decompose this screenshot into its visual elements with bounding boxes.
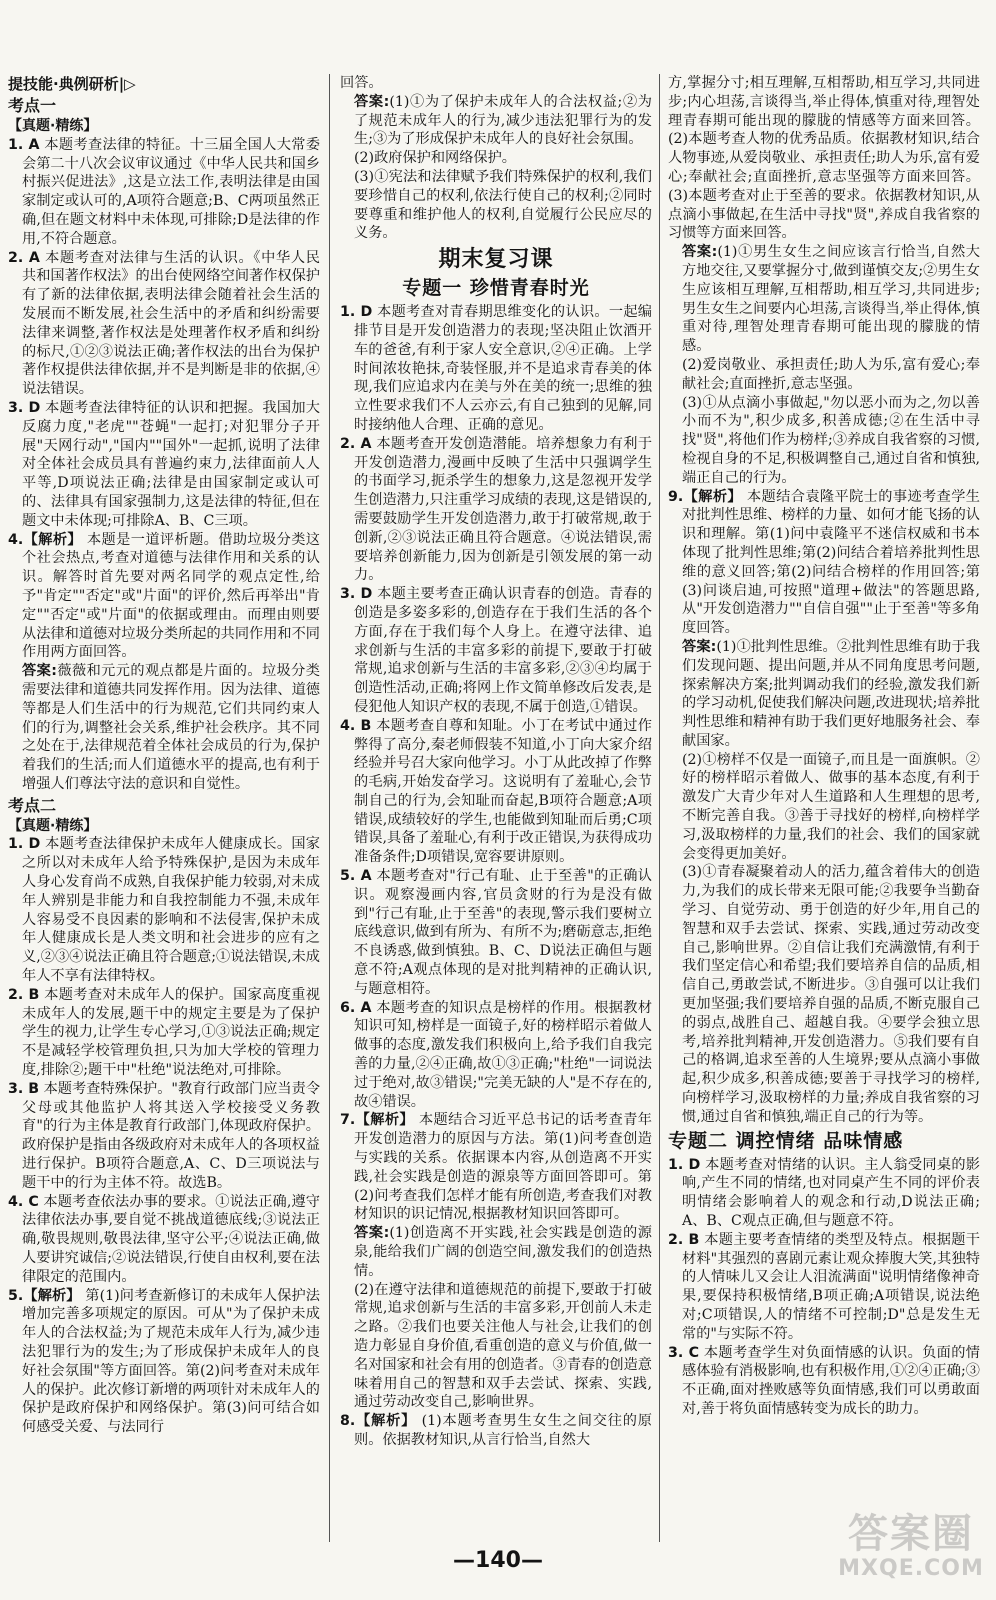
question-number: 8.【解析】 xyxy=(340,1413,417,1430)
answer-body: (2)在遵守法律和道德规范的前提下,要敢于打破常规,追求创新与生活的丰富多彩,开创前人未走之路。②我们也要关注他人与社会,让我们的创造力彰显自身价值,看重创造的意义与价值,做一名对国家和社会有用的创造者。③青春的创造意味着用自己的智慧和双手去尝试、探索、实践,通过劳动改变自己,影响世界。 xyxy=(354,1281,652,1411)
question-number: 4.【解析】 xyxy=(8,531,83,548)
paragraph: 方,掌握分寸;相互理解,互相帮助,相互学习,共同进步;内心坦荡,言谈得当,举止得体,慎重对待,理智处理青春期可能出现的朦胧的情感等方面来回答。(2)本题考查人物的优秀品质。依据教材知识,结合人物事迹,从爱岗敬业、承担责任;助人为乐,富有爱心;奉献社会;直面挫折,意志坚强等方面来回答。(3)本题考查对止于至善的要求。依据教材知识,从点滴小事做起,在生活中寻找"贤",养成自我省察的习惯等方面来回答。 xyxy=(668,75,980,242)
question-item xyxy=(668,488,980,638)
question-number: 7.【解析】 xyxy=(340,1112,415,1129)
question-text: 本题主要考查情绪的类型及特点。根据题干材料"其强烈的喜剧元素让观众捧腹大笑,其独特的人情味儿又会让人泪流满面"说明情绪像神奇果,要保持积极情绪,B项正确;A项错误,说法绝对;C项错误,人的情绪不可控制;D"总是发生无常的"与实际不符。 xyxy=(682,1231,980,1342)
question-item xyxy=(340,303,652,435)
answer-text xyxy=(340,1281,652,1413)
question-text: 本题考查的知识点是榜样的作用。根据教材知识可知,榜样是一面镜子,好的榜样昭示着做人做事的态度,激发我们积极向上,给予我们自我完善的力量,②④正确,故①③正确;"杜绝"一词说法过于绝对,故③错误;"完美无缺的人"是不存在的,故④错误。 xyxy=(354,999,652,1110)
question-item xyxy=(8,986,320,1080)
question-item xyxy=(340,1111,652,1224)
answer-body: (2)爱岗敬业、承担责任;助人为乐,富有爱心;奉献社会;直面挫折,意志坚强。 xyxy=(682,356,980,392)
question-number: 1. D xyxy=(8,836,41,853)
answer-label: 答案: xyxy=(22,663,57,680)
question-text: 本题考查对青春期思维变化的认识。一起编排节目是开发创造潜力的表现;坚决阻止饮酒开车的爸爸,有利于家人安全意识,②④正确。上学时间浓妆艳抹,奇装怪服,并不是追求青春美的体现,我们应追求内在美与外在美的统一;思维的独立性要求我们不人云亦云,有自己独到的见解,同时接纳他人合理、正确的意见。 xyxy=(354,304,652,433)
question-text: 本题考查对未成年人的保护。国家高度重视未成年人的发展,题干中的规定主要是为了保护学生的视力,让学生专心学习,①③说法正确;规定不是减轻学校管理负担,只为加大学校的管理力度,排除②;题干中"杜绝"说法绝对,可排除。 xyxy=(22,986,320,1079)
answer-label: 答案: xyxy=(354,93,390,110)
question-item xyxy=(8,136,320,249)
question-item xyxy=(8,1080,320,1193)
question-item xyxy=(340,999,652,1112)
question-text: 本题考查对"行己有耻、止于至善"的正确认识。观察漫画内容,官员贪财的行为是没有做到"行己有耻,止于至善"的表现,警示我们要树立底线意识,做到有所为、有所不为;磨砺意志,拒绝不良诱惑,做到慎独。B、C、D说法正确但与题意不符;A观点体现的是对批判精神的正确认识,与题意相符。 xyxy=(354,868,652,997)
question-number: 1. D xyxy=(668,1156,701,1173)
section-heading: 考点一 xyxy=(8,96,57,115)
question-item xyxy=(8,531,320,663)
question-item xyxy=(8,835,320,985)
question-text: 本题考查依法办事的要求。①说法正确,遵守法律依法办事,要自觉不挑战道德底线;③说法正确,敬畏规则,敬畏法律,坚守公平;④说法正确,做人要讲究诚信;②说法错误,行使自由权利,要在法律限定的范围内。 xyxy=(22,1193,320,1285)
question-item xyxy=(340,585,652,717)
question-number: 3. C xyxy=(668,1344,699,1361)
answer-text xyxy=(668,863,980,1126)
question-number: 1. A xyxy=(8,136,40,153)
question-number: 4. C xyxy=(8,1193,39,1210)
answer-text xyxy=(340,93,652,149)
question-number: 5. A xyxy=(340,868,372,885)
watermark-url: MXQE.COM xyxy=(838,1556,984,1581)
question-item xyxy=(340,717,652,867)
answer-body: (3)①宪法和法律赋予我们特殊保护的权利,我们要珍惜自己的权利,依法行使自己的权利;②同时要尊重和维护他人的权利,自觉履行公民应尽的义务。 xyxy=(354,168,652,242)
question-item xyxy=(8,399,320,531)
answer-label: 答案: xyxy=(354,1225,390,1242)
column-1 xyxy=(8,74,320,1542)
question-text: 本题考查法律保护未成年人健康成长。国家之所以对未成年人给予特殊保护,是因为未成年人身心发育尚不成熟,自我保护能力较弱,对未成年人辨别是非能力和自我控制能力不强,未成年人容易受不良因素的影响和不法侵害,保护未成年人健康成长是人类文明和社会进步的应有之义,②③④说法正确且符合题意;①说法错误,未成年人不享有法律特权。 xyxy=(22,836,320,985)
question-item xyxy=(340,1412,652,1450)
question-text: 本题结合袁隆平院士的事迹考查学生对批判性思维、榜样的力量、如何才能飞扬的认识和理解。第(1)问中袁隆平不迷信权威和书本体现了批判性思维;第(2)问结合着培养批判性思维的意义回答;第(2)问结合榜样的作用回答;第(3)问谈启迪,可按照"道理+做法"的答题思路,从"开发创造潜力""自信自强""止于至善"等多角度回答。 xyxy=(682,488,980,637)
question-text: (1)本题考查男生女生之间交往的原则。依据教材知识,从言行恰当,自然大 xyxy=(354,1413,652,1448)
question-number: 6. A xyxy=(340,999,372,1016)
column-divider xyxy=(329,74,330,1542)
answer-text xyxy=(668,394,980,488)
question-number: 2. A xyxy=(8,249,40,266)
watermark-text: 答案圈 xyxy=(848,1511,974,1557)
section-heading: 考点二 xyxy=(8,795,57,815)
answer-text xyxy=(8,662,320,794)
answer-label: 答案: xyxy=(682,638,717,655)
answer-label: 答案: xyxy=(682,244,718,261)
topic-heading: 专题一 珍惜青春时光 xyxy=(402,277,590,300)
answer-body: (1)创造离不开实践,社会实践是创造的源泉,能给我们广阔的创造空间,激发我们的创造热情。 xyxy=(354,1225,652,1279)
question-item xyxy=(668,1344,980,1419)
answer-text xyxy=(340,1224,652,1280)
question-text: 本题考查开发创造潜能。培养想象力有利于开发创造潜力,漫画中反映了生活中只强调学生的书面学习,扼杀学生的想象力,这是忽视开发学生创造潜力,只注重学习成绩的表现,这是错误的,需要鼓励学生开发创造潜力,敢于打破常规,敢于创新,②③说法正确且符合题意。④说法错误,需要培养创新能力,因为创新是引领发展的第一动力。 xyxy=(354,435,652,584)
question-text: 本题考查法律的特征。十三届全国人大常委会第二十八次会议审议通过《中华人民共和国乡村振兴促进法》,这是立法工作,表明法律是由国家制定或认可的,A项符合题意;B、C两项虽然正确,但在题文材料中未体现,可排除;D是法律的作用,不符合题意。 xyxy=(22,136,320,247)
question-text: 本题考查对法律与生活的认识。《中华人民共和国著作权法》的出台使网络空间著作权保护有了新的法律依据,表明法律会随着社会生活的发展而不断发展,社会生活中的矛盾和纠纷需要法律来调整,著作权法是处理著作权矛盾和纠纷的标尺,①②③说法正确;著作权法的出台为保护著作权提供法律依据,并不是判断是非的依据,④说法错误。 xyxy=(22,249,320,398)
question-number: 9.【解析】 xyxy=(668,488,743,505)
answer-text xyxy=(668,638,980,751)
question-text: 本题结合习近平总书记的话考查青年开发创造潜力的原因与方法。第(1)问考查创造与实践的关系。依据课本内容,从创造离不开实践,社会实践是创造的源泉等方面回答即可。第(2)问考查我们怎样才能有所创造,考查我们对教材知识的识记情况,根据教材知识回答即可。 xyxy=(354,1112,652,1223)
answer-text xyxy=(340,168,652,243)
answer-body: (1)①批判性思维。②批判性思维有助于我们发现问题、提出问题,并从不同角度思考问题,探索解决方案;批判调动我们的经验,激发我们新的学习动机,促使我们解决问题,改进现状;培养批判性思维和精神有助于我们更好地服务社会、奉献国家。 xyxy=(682,638,980,749)
question-number: 4. B xyxy=(340,717,372,734)
answer-text xyxy=(668,243,980,356)
answer-body: (2)政府保护和网络保护。 xyxy=(354,150,516,167)
question-text: 本题考查学生对负面情感的认识。负面的情感体验有消极影响,也有积极作用,①②④正确;③不正确,面对挫败感等负面情感,我们可以勇敢面对,善于将负面情感转变为成长的助力。 xyxy=(682,1344,980,1417)
question-item xyxy=(668,1231,980,1344)
question-item xyxy=(8,1287,320,1437)
question-item xyxy=(8,1193,320,1287)
question-item xyxy=(668,1156,980,1231)
subsection-heading: 【真题·精练】 xyxy=(8,118,98,134)
page-number: —140— xyxy=(453,1548,543,1573)
topic-heading: 专题二 调控情绪 品味情感 xyxy=(668,1129,904,1152)
column-3 xyxy=(668,74,980,1542)
question-text: 本题考查自尊和知耻。小丁在考试中通过作弊得了高分,秦老师假装不知道,小丁向大家介绍经验并号召大家向他学习。小丁从此改掉了作弊的毛病,开始发奋学习。这说明有了羞耻心,会节制自己的行为,会知耻而奋起,B项符合题意;A项错误,成绩较好的学生,也能做到知耻而后勇;C项错误,具备了羞耻心,有利于改正错误,为获得成功准备条件;D项错误,宽容要讲原则。 xyxy=(354,717,652,866)
page-heading: 提技能·典例研析|▷ xyxy=(8,75,136,93)
column-2 xyxy=(340,74,652,1542)
question-text: 第(1)问考查新修订的未成年人保护法增加完善多项规定的原因。可从"为了保护未成年人的合法权益;为了规范未成年人行为,减少违法犯罪行为的发生;为了形成保护未成年人的良好社会氛围"等方面回答。第(2)问考查对未成年人的保护。此次修订新增的两项针对未成年人的保护是政府保护和网络保护。第(3)问可结合如何感受关爱、与法同行 xyxy=(22,1287,320,1436)
answer-body: (3)①青春凝聚着动人的活力,蕴含着伟大的创造力,为我们的成长带来无限可能;②我要争当勤奋学习、自觉劳动、勇于创造的好少年,用自己的智慧和双手去尝试、探索、实践,通过劳动改变自己,影响世界。②自信让我们充满激情,有利于我们坚定信心和希望;我们要培养自信的品质,相信自己,勇敢尝试,不断进步。③自强可以让我们更加坚强;我们要培养自强的品质,不断克服自己的弱点,战胜自己、超越自我。④要学会独立思考,培养批判精神,开发创造潜力。⑤我们要有自己的格调,追求至善的人生境界;要从点滴小事做起,积少成多,积善成德;要善于寻找学习的榜样,向榜样学习,汲取榜样的力量;养成自我省察的习惯,通过自省和慎独,端正自己的行为等。 xyxy=(682,864,980,1125)
question-number: 3. D xyxy=(8,399,41,416)
question-number: 5.【解析】 xyxy=(8,1287,81,1304)
question-number: 2. B xyxy=(8,986,40,1003)
paragraph: 回答。 xyxy=(340,75,383,91)
question-text: 本题主要考查正确认识青春的创造。青春的创造是多姿多彩的,创造存在于我们生活的各个方面,存在于我们每个人身上。在遵守法律、追求创新与生活的丰富多彩的前提下,要敢于打破常规,追求创新与生活的丰富多彩,②③④均属于创造性活动,正确;将网上作文简单修改后发表,是侵犯他人知识产权的表现,不属于创造,①错误。 xyxy=(354,586,652,715)
question-text: 本题考查对情绪的认识。主人翁受同桌的影响,产生不同的情绪,也对同桌产生不同的评价表明情绪会影响着人的观念和行动,D说法正确;A、B、C观点正确,但与题意不符。 xyxy=(682,1156,980,1230)
question-text: 本题考查法律特征的认识和把握。我国加大反腐力度,"老虎""苍蝇"一起打;对犯罪分子开展"天网行动","国内""国外"一起抓,说明了法律对全体社会成员具有普遍约束力,法律面前人人平等,D项说法正确;法律是由国家制定或认可的、法律具有国家强制力,这是法律的特征,但在题文中未体现;可排除A、B、C三项。 xyxy=(22,399,320,529)
chapter-title: 期末复习课 xyxy=(438,247,554,273)
answer-body: (2)①榜样不仅是一面镜子,而且是一面旗帜。②好的榜样昭示着做人、做事的基本态度,有利于激发广大青少年对人生道路和人生理想的思考,不断完善自我。③善于寻找好的榜样,向榜样学习,汲取榜样的力量,我们的社会、我们的国家就会变得更加美好。 xyxy=(682,751,980,862)
question-item xyxy=(340,435,652,585)
answer-body: (1)①男生女生之间应该言行恰当,自然大方地交往,又要掌握分寸,做到谨慎交友;②男生女生应该相互理解,互相帮助,相互学习,共同进步;男生女生之间要内心坦荡,言谈得当,举止得体,慎重对待,理智处理青春期可能出现的朦胧的情感。 xyxy=(682,244,980,355)
subsection-heading: 【真题·精练】 xyxy=(8,817,98,834)
question-item xyxy=(8,249,320,399)
answer-text xyxy=(340,149,652,168)
answer-body: 薇薇和元元的观点都是片面的。垃圾分类需要法律和道德共同发挥作用。因为法律、道德等都是人们生活中的行为规范,它们共同约束人们的行为,调整社会关系,维护社会秩序。其不同之处在于,法律规范着全体社会成员的行为,保护着我们的生活;而人们道德水平的提高,也有利于增强人们尊法守法的意识和自觉性。 xyxy=(22,663,320,792)
question-number: 2. B xyxy=(668,1231,700,1248)
column-divider xyxy=(659,74,660,1542)
question-text: 本题考查特殊保护。"教育行政部门应当责令父母或其他监护人将其送入学校接受义务教育"的行为主体是教育行政部门,体现政府保护。政府保护是指由各级政府对未成年人的各项权益进行保护。B项符合题意,A、C、D三项说法与题干中的行为主体不符。故选B。 xyxy=(22,1080,320,1191)
question-text: 本题是一道评析题。借助垃圾分类这个社会热点,考查对道德与法律作用和关系的认识。解答时首先要对两名同学的观点定性,给予"肯定""否定"或"片面"的评价,然后再举出"肯定""否定"或"片面"的依据或理由。而理由则要从法律和道德对垃圾分类所起的共同作用和不同作用两方面回答。 xyxy=(22,531,320,661)
question-number: 3. B xyxy=(8,1080,40,1097)
answer-text xyxy=(668,356,980,394)
question-item xyxy=(340,867,652,999)
question-number: 1. D xyxy=(340,304,373,321)
answer-body: (3)①从点滴小事做起,"勿以恶小而为之,勿以善小而不为",积少成多,积善成德;②在生活中寻找"贤",将他们作为榜样;③养成自我省察的习惯,检视自身的不足,积极调整自己,通过自省和慎独,端正自己的行为。 xyxy=(682,394,980,486)
question-number: 3. D xyxy=(340,586,373,603)
answer-text xyxy=(668,751,980,864)
question-number: 2. A xyxy=(340,435,372,452)
answer-body: (1)①为了保护未成年人的合法权益;②为了规范未成年人的行为,减少违法犯罪行为的发生;③为了形成保护未成年人的良好社会氛围。 xyxy=(354,93,652,148)
